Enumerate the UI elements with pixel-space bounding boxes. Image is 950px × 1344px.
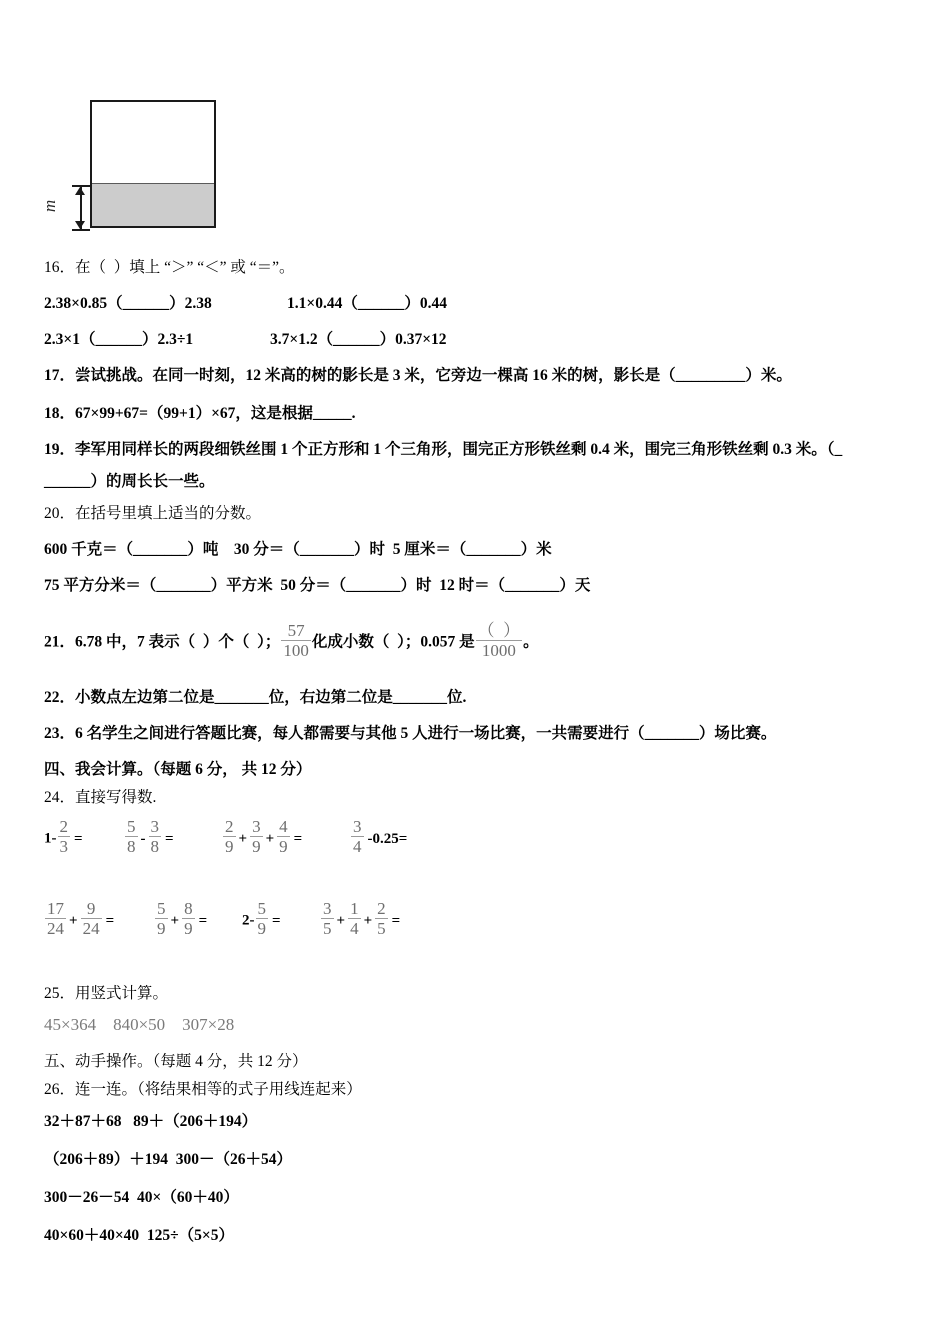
rectangle-outline [90,100,216,228]
fraction [81,900,102,937]
fraction [223,818,236,855]
question-17: 17．尝试挑战。在同一时刻，12 米高的树的影长是 3 米，它旁边一棵高 16 米的树，影长是（_________）米。 [44,367,792,384]
shaded-region [92,183,214,226]
fraction-denominator: 5 [323,919,332,938]
calc-tail: = [74,830,83,847]
calc-tail: = [198,912,208,929]
fraction-numerator: 5 [157,899,166,918]
fraction-numerator: 8 [184,899,193,918]
question-16-stem: 16．在（ ）填上 “＞” “＜” 或 “＝”。 [44,259,295,276]
calc-operator: + [363,912,373,929]
question-18: 18．67×99+67=（99+1）×67，这是根据_____. [44,405,356,422]
question-23: 23．6 名学生之间进行答题比赛，每人都需要与其他 5 人进行一场比赛，一共需要进行（_______）场比赛。 [44,725,777,742]
question-24-row-1 [44,818,407,855]
calc-lead: 1- [44,830,57,847]
fraction-denominator: 8 [127,837,136,856]
arrow-down-icon [75,221,85,229]
fraction [321,900,334,937]
calc-tail: -0.25= [367,830,408,847]
fraction [182,900,195,937]
question-26-line-4: 40×60＋40×40 125÷（5×5） [44,1227,235,1244]
fraction [256,900,269,937]
section-five-heading: 五、动手操作。（每题 4 分，共 12 分） [44,1053,308,1070]
fraction-numerator: 5 [257,899,266,918]
fraction [58,818,71,855]
fraction-denominator: 1000 [481,641,516,660]
fraction-denominator: 8 [150,837,159,856]
calc-item [44,818,124,855]
calc-tail: = [165,830,174,847]
question-21-middle: 化成小数（ ）；0.057 是 [311,633,475,651]
calc-tail: = [391,912,401,929]
question-16-row2-right: 3.7×1.2（______）0.37×12 [270,331,447,348]
fraction-numerator: （ ） [477,621,521,640]
fraction-denominator: 9 [252,837,261,856]
fraction-numerator: 3 [150,817,159,836]
question-24-stem: 24．直接写得数. [44,789,157,806]
fraction [250,818,263,855]
fraction [277,818,290,855]
fraction-denominator: 4 [353,837,362,856]
fraction-numerator: 17 [47,899,64,918]
fraction [125,818,138,855]
fraction-numerator: 1 [350,899,359,918]
fraction [155,900,168,937]
question-19-line2: ______）的周长长一些。 [44,473,215,490]
shaded-rectangle-diagram [40,92,228,237]
fraction-denominator: 3 [59,837,68,856]
fraction-57-100 [281,622,311,659]
question-21-prefix: 21．6.78 中，7 表示（ ）个（ ）； [44,633,281,651]
calc-item [242,900,320,937]
fraction-numerator: 9 [81,900,102,919]
calc-operator: + [170,912,180,929]
fraction-numerator: 3 [252,817,261,836]
fraction-numerator: 5 [127,817,136,836]
fraction-denominator: 5 [377,919,386,938]
dimension-tick-bottom [72,229,90,231]
fraction-denominator: 24 [82,919,100,938]
fraction-denominator: 9 [225,837,234,856]
question-16-row1-right: 1.1×0.44（______）0.44 [287,295,447,312]
fraction-denominator: 100 [283,641,309,660]
question-21 [44,622,539,659]
calc-item [222,818,350,855]
section-four-heading: 四、我会计算。（每题 6 分， 共 12 分） [44,761,312,778]
fraction-denominator: 9 [257,919,266,938]
calc-lead: 2- [242,912,255,929]
fraction [45,900,66,937]
question-16-row2-left: 2.3×1（______）2.3÷1 [44,331,194,348]
calc-operator: + [69,912,78,929]
fraction-numerator: 2 [225,817,234,836]
calc-operator: + [238,830,248,847]
calc-item [320,900,400,937]
question-22: 22．小数点左边第二位是_______位，右边第二位是_______位. [44,689,467,706]
calc-tail: = [105,912,115,929]
question-21-suffix: 。 [523,633,539,651]
fraction [348,900,361,937]
calc-operator: + [265,830,275,847]
calc-item [154,900,242,937]
calc-tail: = [272,912,281,929]
question-20-stem: 20．在括号里填上适当的分数。 [44,505,262,522]
fraction-numerator: 4 [279,817,288,836]
question-26-line-3: 300－26－54 40×（60＋40） [44,1189,239,1206]
fraction-numerator: 2 [377,899,386,918]
question-25-expressions: 45×364 840×50 307×28 [44,1015,235,1034]
calc-operator: - [140,830,146,847]
fraction [375,900,388,937]
fraction [149,818,162,855]
fraction-denominator: 24 [47,919,64,938]
fraction-numerator: 57 [281,622,311,641]
question-19-line1: 19．李军用同样长的两段细铁丝围 1 个正方形和 1 个三角形，围完正方形铁丝剩 0.4 米，围完三角形铁丝剩 0.3 米。（_ [44,441,843,458]
fraction-blank-1000 [476,622,523,659]
dimension-label: m [40,199,60,213]
fraction-numerator: 2 [59,817,68,836]
fraction-denominator: 9 [184,919,193,938]
question-26-stem: 26．连一连。（将结果相等的式子用线连起来） [44,1081,362,1098]
calc-item [44,900,154,937]
calc-item [350,818,407,855]
calc-operator: + [336,912,346,929]
question-24-row-2 [44,900,400,937]
calc-tail: = [293,830,303,847]
question-26-line-2: （206＋89）＋194 300－（26＋54） [44,1151,293,1168]
question-20-row1: 600 千克＝（_______）吨 30 分＝（_______）时 5 厘米＝（_______）米 [44,541,552,558]
fraction-numerator: 3 [353,817,362,836]
dimension-arrow [70,185,92,231]
fraction-denominator: 4 [350,919,359,938]
question-16-row1-left: 2.38×0.85（______）2.38 [44,295,212,312]
fraction-numerator: 3 [323,899,332,918]
question-26-line-1: 32＋87＋68 89＋（206＋194） [44,1113,258,1130]
question-25-stem: 25．用竖式计算。 [44,985,169,1002]
calc-item [124,818,222,855]
fraction [351,818,364,855]
fraction-denominator: 9 [279,837,288,856]
arrow-up-icon [75,187,85,195]
question-20-row2: 75 平方分米＝（_______）平方米 50 分＝（_______）时 12 时＝（_______）天 [44,577,591,594]
fraction-denominator: 9 [157,919,166,938]
